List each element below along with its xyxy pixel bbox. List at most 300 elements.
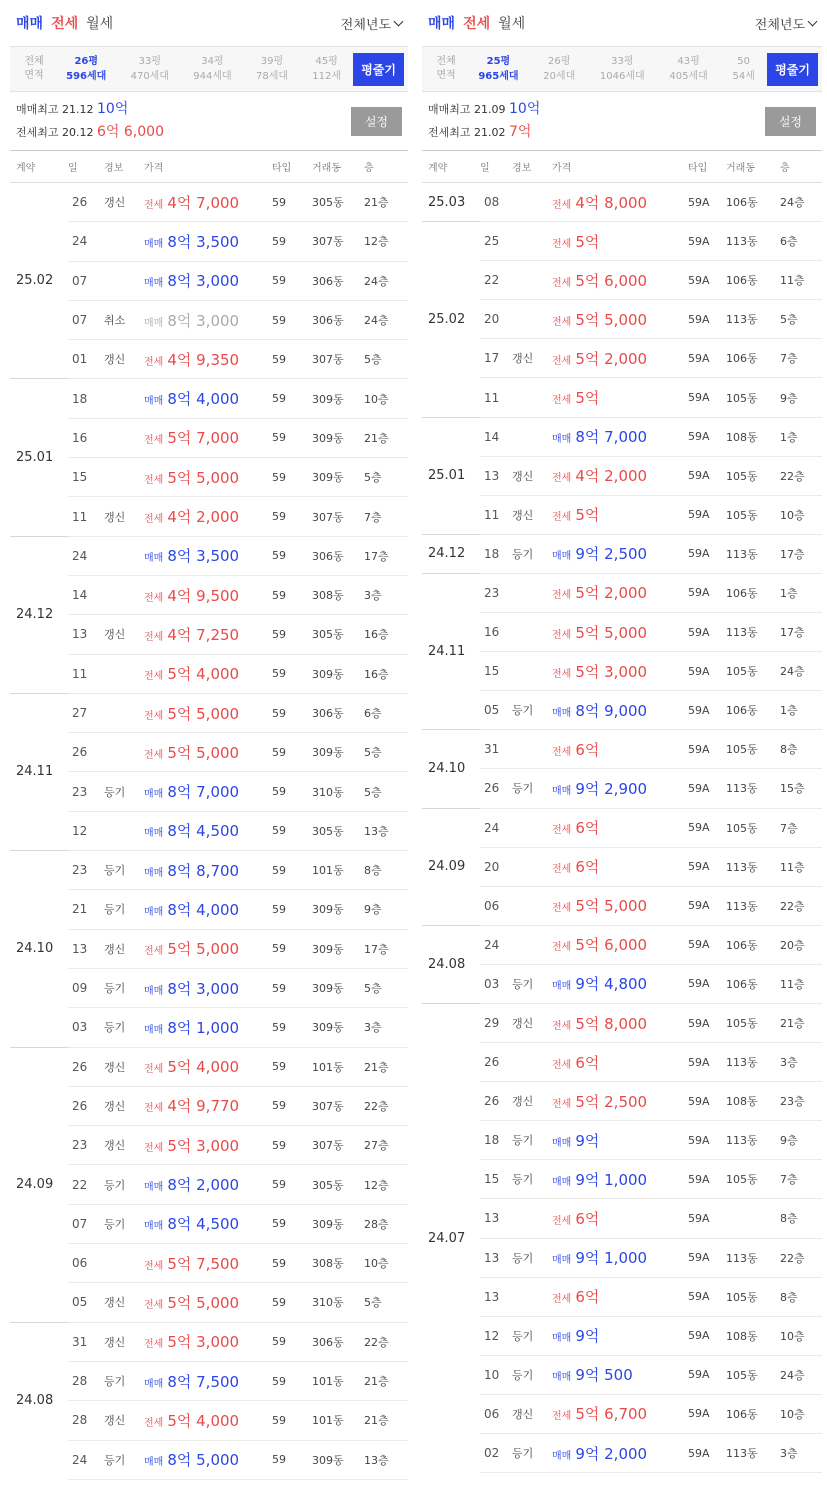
- contract-month: 24.10: [422, 730, 480, 808]
- table-row[interactable]: [422, 339, 822, 378]
- table-row[interactable]: [10, 575, 408, 614]
- contract-month: 25.03: [422, 183, 480, 222]
- contract-month: 24.10: [10, 851, 68, 1047]
- area-option[interactable]: [256, 54, 288, 84]
- floor: 22층: [364, 1322, 408, 1361]
- table-row[interactable]: [10, 1440, 408, 1479]
- deal-note: 갱신: [512, 1082, 552, 1121]
- deal-note: 갱신: [104, 497, 144, 536]
- contract-day: 24: [480, 808, 512, 847]
- column-header[interactable]: 일: [480, 151, 512, 183]
- deal-price: [552, 378, 688, 417]
- column-header[interactable]: 가격: [144, 151, 272, 183]
- deal-price: [144, 1401, 272, 1440]
- transactions-table: [10, 150, 408, 1480]
- floor: 17층: [780, 534, 822, 573]
- contract-day: 26: [68, 733, 104, 772]
- deal-type-label: 전세: [144, 946, 164, 958]
- table-row[interactable]: [422, 495, 822, 534]
- table-row[interactable]: [10, 890, 408, 929]
- column-header[interactable]: 일: [68, 151, 104, 183]
- deal-type-label: 전세: [552, 316, 572, 328]
- price-summary: [10, 92, 408, 150]
- deal-type-label: 매매: [552, 551, 572, 563]
- unit-type: 59A: [688, 1238, 726, 1277]
- deal-price: [144, 1283, 272, 1322]
- deal-type-label: 전세: [144, 199, 164, 211]
- deal-price: [552, 183, 688, 222]
- building-dong: 101동: [312, 851, 364, 890]
- deal-price: [552, 534, 688, 573]
- area-option[interactable]: [131, 54, 169, 84]
- floor: 17층: [364, 929, 408, 968]
- table-row[interactable]: [10, 1322, 408, 1361]
- contract-day: 11: [68, 497, 104, 536]
- contract-day: 11: [480, 495, 512, 534]
- table-row[interactable]: [10, 1047, 408, 1086]
- area-option[interactable]: [543, 54, 575, 84]
- unit-type: 59: [272, 340, 312, 379]
- unit-type: 59: [272, 1165, 312, 1204]
- table-row[interactable]: [10, 811, 408, 850]
- area-option[interactable]: [669, 54, 707, 84]
- area-option[interactable]: [478, 54, 518, 84]
- deal-note: 갱신: [104, 1401, 144, 1440]
- deal-price: [552, 1160, 688, 1199]
- table-row[interactable]: [422, 534, 822, 573]
- contract-day: 27: [68, 693, 104, 732]
- deal-note: [104, 575, 144, 614]
- column-header[interactable]: 거래동: [726, 151, 780, 183]
- table-row[interactable]: [10, 1283, 408, 1322]
- building-dong: 305동: [312, 1165, 364, 1204]
- deal-price: [552, 1355, 688, 1394]
- unit-type: 59: [272, 575, 312, 614]
- unit-type: 59: [272, 222, 312, 261]
- building-dong: 309동: [312, 1008, 364, 1047]
- floor: 3층: [364, 575, 408, 614]
- deal-price: [144, 497, 272, 536]
- column-header[interactable]: 경보: [104, 151, 144, 183]
- deal-price: [552, 730, 688, 769]
- price-value: 5억 5,000: [167, 468, 240, 487]
- deal-type-label: 전세: [552, 1411, 572, 1423]
- building-dong: 113동: [726, 300, 780, 339]
- table-row[interactable]: [10, 851, 408, 890]
- floor: 24층: [364, 300, 408, 339]
- deal-price: [552, 1199, 688, 1238]
- contract-day: 02: [480, 1434, 512, 1473]
- building-dong: 113동: [726, 847, 780, 886]
- contract-day: 14: [480, 417, 512, 456]
- floor: 12층: [364, 222, 408, 261]
- table-row[interactable]: [10, 300, 408, 339]
- table-row[interactable]: [422, 1277, 822, 1316]
- building-dong: 113동: [726, 1043, 780, 1082]
- deal-type-label: 전세: [144, 1142, 164, 1154]
- table-row[interactable]: [422, 1003, 822, 1042]
- building-dong: 105동: [726, 1277, 780, 1316]
- table-row[interactable]: [422, 730, 822, 769]
- deal-price: [552, 925, 688, 964]
- deal-type-label: 전세: [552, 473, 572, 485]
- unit-type: 59: [272, 1361, 312, 1400]
- tab-monthly-rent[interactable]: 월세: [86, 16, 114, 32]
- contract-day: 26: [480, 769, 512, 808]
- table-row[interactable]: [422, 964, 822, 1003]
- contract-day: 22: [480, 261, 512, 300]
- deal-note: 등기: [104, 1204, 144, 1243]
- column-header[interactable]: 층: [364, 151, 408, 183]
- unit-type: 59: [272, 497, 312, 536]
- deal-note: [512, 613, 552, 652]
- floor: 9층: [780, 1121, 822, 1160]
- table-row[interactable]: [10, 615, 408, 654]
- deal-note: [104, 536, 144, 575]
- contract-day: 03: [480, 964, 512, 1003]
- table-row[interactable]: [10, 418, 408, 457]
- floor: 11층: [780, 847, 822, 886]
- table-row[interactable]: [422, 1355, 822, 1394]
- table-row[interactable]: [422, 1434, 822, 1473]
- deal-note: 갱신: [104, 1126, 144, 1165]
- column-header[interactable]: 계약: [422, 151, 480, 183]
- building-dong: 106동: [726, 1394, 780, 1433]
- summary-date: 21.12: [62, 103, 94, 116]
- table-row[interactable]: [422, 1121, 822, 1160]
- tab-sale[interactable]: 매매: [16, 16, 44, 32]
- deal-note: 등기: [104, 1361, 144, 1400]
- unit-type: 59A: [688, 417, 726, 456]
- building-dong: 113동: [726, 613, 780, 652]
- building-dong: 305동: [312, 183, 364, 222]
- floor: 5층: [364, 968, 408, 1007]
- table-row[interactable]: [422, 573, 822, 612]
- table-row[interactable]: [10, 1204, 408, 1243]
- table-row[interactable]: [10, 654, 408, 693]
- table-row[interactable]: [10, 536, 408, 575]
- right-panel: [422, 0, 822, 1473]
- area-filter-row: [422, 46, 822, 92]
- unit-type: 59: [272, 261, 312, 300]
- tab-sale[interactable]: 매매: [428, 16, 456, 32]
- deal-type-label: 전세: [144, 1339, 164, 1351]
- deal-note: [512, 261, 552, 300]
- building-dong: 309동: [312, 654, 364, 693]
- area-filter-row: [10, 46, 408, 92]
- deal-note: [512, 652, 552, 691]
- building-dong: [726, 1199, 780, 1238]
- year-filter-select[interactable]: [755, 14, 816, 33]
- table-row[interactable]: [422, 1316, 822, 1355]
- building-dong: 106동: [726, 964, 780, 1003]
- column-header[interactable]: 경보: [512, 151, 552, 183]
- unit-type: 59A: [688, 613, 726, 652]
- price-value: 8억 4,500: [167, 1215, 240, 1234]
- floor: 5층: [364, 772, 408, 811]
- table-row[interactable]: [422, 1238, 822, 1277]
- unit-type: 59A: [688, 1082, 726, 1121]
- deal-price: [552, 1121, 688, 1160]
- unit-type: 59A: [688, 1355, 726, 1394]
- floor: 10층: [364, 379, 408, 418]
- deal-type-label: 매매: [552, 1450, 572, 1462]
- table-row[interactable]: [10, 968, 408, 1007]
- table-row[interactable]: [422, 261, 822, 300]
- floor: 22층: [780, 886, 822, 925]
- table-row[interactable]: [422, 847, 822, 886]
- contract-month: 25.02: [10, 183, 68, 379]
- price-value: 9억 2,900: [575, 779, 648, 798]
- area-option[interactable]: [193, 54, 231, 84]
- table-row[interactable]: [422, 378, 822, 417]
- deal-note: 등기: [104, 968, 144, 1007]
- deal-note: 갱신: [104, 1283, 144, 1322]
- column-header[interactable]: 층: [780, 151, 822, 183]
- contract-day: 07: [68, 261, 104, 300]
- compare-area-button[interactable]: 평줄기: [767, 53, 818, 86]
- table-row[interactable]: [10, 1401, 408, 1440]
- table-row[interactable]: [422, 691, 822, 730]
- table-row[interactable]: [422, 300, 822, 339]
- price-value: 4억 2,000: [167, 508, 240, 527]
- unit-type: 59A: [688, 847, 726, 886]
- building-dong: 308동: [312, 1244, 364, 1283]
- table-row[interactable]: [422, 222, 822, 261]
- area-option[interactable]: [732, 54, 754, 84]
- area-option-size: 26평: [548, 56, 571, 67]
- contract-month: 24.11: [10, 693, 68, 850]
- deal-price: [144, 733, 272, 772]
- area-option[interactable]: [600, 54, 645, 84]
- contract-day: 28: [68, 1401, 104, 1440]
- building-dong: 307동: [312, 1126, 364, 1165]
- deal-price: [552, 1043, 688, 1082]
- deal-price: [552, 573, 688, 612]
- building-dong: 113동: [726, 222, 780, 261]
- floor: 1층: [780, 691, 822, 730]
- table-row[interactable]: [10, 261, 408, 300]
- area-option[interactable]: [312, 54, 341, 84]
- unit-type: 59A: [688, 652, 726, 691]
- deal-note: [104, 418, 144, 457]
- deal-price: [552, 456, 688, 495]
- column-header[interactable]: 거래동: [312, 151, 364, 183]
- year-filter-select[interactable]: [341, 14, 402, 33]
- contract-day: 09: [68, 968, 104, 1007]
- deal-price: [144, 536, 272, 575]
- price-value: 4억 7,000: [167, 193, 240, 212]
- unit-type: 59A: [688, 1121, 726, 1160]
- deal-type-label: 매매: [144, 1378, 164, 1390]
- column-header[interactable]: 타입: [688, 151, 726, 183]
- table-row[interactable]: [10, 1165, 408, 1204]
- contract-month: 24.08: [10, 1322, 68, 1479]
- floor: 24층: [780, 652, 822, 691]
- price-value: 8억 3,000: [167, 311, 240, 330]
- table-row[interactable]: [422, 183, 822, 222]
- price-value: 8억 8,700: [167, 861, 240, 880]
- table-row[interactable]: [422, 652, 822, 691]
- floor: 5층: [364, 733, 408, 772]
- deal-note: [512, 886, 552, 925]
- floor: 3층: [364, 1008, 408, 1047]
- deal-note: 등기: [512, 1238, 552, 1277]
- contract-day: 18: [480, 534, 512, 573]
- price-value: 8억 4,500: [167, 822, 240, 841]
- deal-type-label: 전세: [552, 1294, 572, 1306]
- deal-type-label: 전세: [552, 629, 572, 641]
- deal-type-label: 전세: [552, 199, 572, 211]
- table-row[interactable]: [10, 1086, 408, 1125]
- table-row[interactable]: [10, 222, 408, 261]
- column-header[interactable]: 계약: [10, 151, 68, 183]
- table-row[interactable]: [422, 456, 822, 495]
- unit-type: 59A: [688, 495, 726, 534]
- tab-jeonse[interactable]: 전세: [51, 16, 79, 32]
- unit-type: 59A: [688, 222, 726, 261]
- unit-type: 59: [272, 615, 312, 654]
- table-row[interactable]: [10, 693, 408, 732]
- deal-type-label: 전세: [144, 435, 164, 447]
- unit-type: 59A: [688, 769, 726, 808]
- compare-area-button[interactable]: 평줄기: [353, 53, 404, 86]
- table-row[interactable]: [422, 769, 822, 808]
- contract-day: 25: [480, 222, 512, 261]
- area-option[interactable]: [66, 54, 106, 84]
- deal-type-label: 매매: [144, 1182, 164, 1194]
- column-header[interactable]: 가격: [552, 151, 688, 183]
- settings-button[interactable]: 설정: [351, 107, 402, 136]
- building-dong: 113동: [726, 1121, 780, 1160]
- table-row[interactable]: [10, 340, 408, 379]
- table-row[interactable]: [10, 458, 408, 497]
- deal-type-label: 매매: [144, 238, 164, 250]
- deal-price: [144, 1244, 272, 1283]
- table-row[interactable]: [422, 417, 822, 456]
- deal-price: [144, 1361, 272, 1400]
- area-option-units: 20세대: [543, 71, 576, 82]
- unit-type: 59: [272, 458, 312, 497]
- floor: 17층: [364, 536, 408, 575]
- unit-type: 59: [272, 968, 312, 1007]
- table-row[interactable]: [10, 733, 408, 772]
- building-dong: 106동: [726, 691, 780, 730]
- table-row[interactable]: [10, 1244, 408, 1283]
- area-header-line: 전체: [436, 56, 456, 67]
- table-row[interactable]: [10, 183, 408, 222]
- price-value: 9억 2,500: [575, 545, 648, 564]
- floor: 23층: [780, 1082, 822, 1121]
- table-row[interactable]: [422, 613, 822, 652]
- floor: 21층: [364, 183, 408, 222]
- building-dong: 307동: [312, 222, 364, 261]
- building-dong: 309동: [312, 890, 364, 929]
- tab-monthly-rent[interactable]: 월세: [498, 16, 526, 32]
- deal-price: [144, 458, 272, 497]
- contract-day: 12: [68, 811, 104, 850]
- table-row[interactable]: [10, 772, 408, 811]
- deal-note: 갱신: [512, 495, 552, 534]
- deal-note: 등기: [512, 964, 552, 1003]
- price-value: 4억 9,500: [167, 586, 240, 605]
- contract-day: 21: [68, 890, 104, 929]
- tab-jeonse[interactable]: 전세: [463, 16, 491, 32]
- table-row[interactable]: [422, 925, 822, 964]
- table-row[interactable]: [10, 1008, 408, 1047]
- area-option-size: 39평: [260, 56, 284, 67]
- deal-type-label: 매매: [144, 553, 164, 565]
- chevron-down-icon: [394, 16, 404, 26]
- left-panel: [10, 0, 408, 1480]
- table-row[interactable]: [10, 497, 408, 536]
- year-filter-label: 전체년도: [754, 17, 805, 33]
- building-dong: 113동: [726, 886, 780, 925]
- area-header-line: 면적: [24, 70, 44, 81]
- contract-day: 13: [480, 456, 512, 495]
- price-value: 5억: [575, 232, 600, 251]
- table-row[interactable]: [422, 886, 822, 925]
- price-value: 4억 9,350: [167, 350, 240, 369]
- summary-line-jeonse: [16, 121, 164, 144]
- unit-type: 59: [272, 1126, 312, 1165]
- deal-price: [144, 1440, 272, 1479]
- floor: 11층: [780, 261, 822, 300]
- table-row[interactable]: [422, 1160, 822, 1199]
- building-dong: 105동: [726, 378, 780, 417]
- table-row[interactable]: [422, 1199, 822, 1238]
- area-option-size: 26평: [74, 56, 99, 67]
- table-row[interactable]: [10, 1361, 408, 1400]
- price-value: 5억 6,000: [575, 271, 648, 290]
- deal-note: [512, 1277, 552, 1316]
- settings-button[interactable]: 설정: [765, 107, 816, 136]
- unit-type: 59A: [688, 339, 726, 378]
- contract-day: 13: [480, 1199, 512, 1238]
- deal-type-label: 전세: [552, 1215, 572, 1227]
- table-row[interactable]: [422, 1043, 822, 1082]
- deal-type-tabs: [16, 13, 113, 33]
- price-value: 5억 4,000: [167, 665, 240, 684]
- deal-type-label: 전세: [552, 903, 572, 915]
- deal-type-label: 매매: [144, 1221, 164, 1233]
- table-row[interactable]: [10, 1126, 408, 1165]
- table-row[interactable]: [422, 1082, 822, 1121]
- deal-price: [552, 1082, 688, 1121]
- unit-type: 59A: [688, 1277, 726, 1316]
- table-row[interactable]: [10, 379, 408, 418]
- contract-day: 20: [480, 847, 512, 886]
- tabs-row: [10, 0, 408, 46]
- contract-day: 18: [68, 379, 104, 418]
- area-options: [54, 54, 353, 84]
- table-row[interactable]: [422, 808, 822, 847]
- building-dong: 105동: [726, 730, 780, 769]
- contract-day: 05: [68, 1283, 104, 1322]
- summary-lines: [428, 98, 540, 144]
- table-row[interactable]: [10, 929, 408, 968]
- column-header[interactable]: 타입: [272, 151, 312, 183]
- deal-note: [104, 379, 144, 418]
- building-dong: 113동: [726, 1434, 780, 1473]
- floor: 8층: [780, 1277, 822, 1316]
- unit-type: 59A: [688, 964, 726, 1003]
- table-row[interactable]: [422, 1394, 822, 1433]
- deal-type-label: 전세: [552, 864, 572, 876]
- deal-note: [512, 183, 552, 222]
- deal-price: [552, 613, 688, 652]
- deal-note: 갱신: [104, 615, 144, 654]
